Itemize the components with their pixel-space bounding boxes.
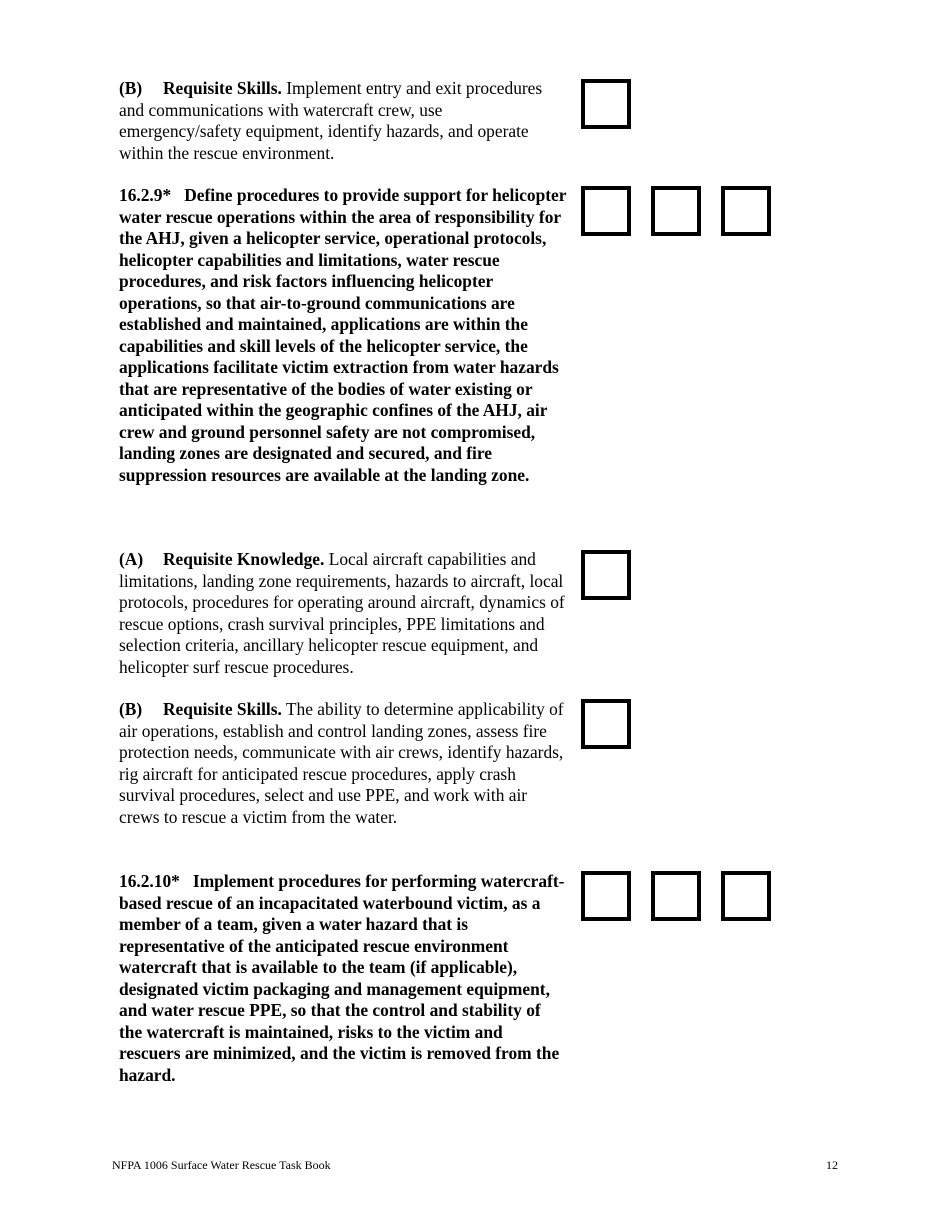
section-number: 16.2.9*	[119, 185, 172, 205]
signoff-checkbox-2[interactable]	[651, 186, 701, 236]
section-number: 16.2.10*	[119, 871, 180, 891]
signoff-checkbox-1[interactable]	[581, 871, 631, 921]
section-a-requisite-knowledge	[119, 549, 567, 678]
section-text: Define procedures to provide support for helicopter water rescue operations within the area of responsibility for the AHJ, given a helicopter service, operational protocols, helicopter capabilities and limitations, water rescue procedures, and risk factors influencing helicopter operations, so that air-to-ground communications are established and maintained, applications are within the capabilities and skill levels of the helicopter service, the applications facilitate victim extraction from water hazards that are representative of the bodies of water existing or anticipated within the geographic confines of the AHJ, air crew and ground personnel safety are not compromised, landing zones are designated and secured, and fire suppression resources are available at the landing zone.	[119, 185, 567, 485]
section-tag: (B)	[119, 78, 143, 98]
signoff-checkbox[interactable]	[581, 79, 631, 129]
section-16-2-10	[119, 871, 567, 1086]
signoff-checkbox[interactable]	[581, 550, 631, 600]
section-heading: Requisite Skills.	[163, 78, 282, 98]
signoff-checkbox-3[interactable]	[721, 871, 771, 921]
signoff-checkbox[interactable]	[581, 699, 631, 749]
section-text: The ability to determine applicability of air operations, establish and control landing zones, assess fire protection needs, communicate with air crews, identify hazards, rig aircraft for anticipated rescue procedures, apply crash survival procedures, select and use PPE, and work with air crews to rescue a victim from the water.	[119, 699, 564, 827]
section-b-requisite-skills-1	[119, 78, 567, 164]
section-text: Implement procedures for performing watercraft-based rescue of an incapacitated waterbound victim, as a member of a team, given a water hazard that is representative of the anticipated rescue environment watercraft that is available to the team (if applicable), designated victim packaging and management equipment, and water rescue PPE, so that the control and stability of the watercraft is maintained, risks to the victim and rescuers are minimized, and the victim is removed from the hazard.	[119, 871, 565, 1085]
section-text: Local aircraft capabilities and limitations, landing zone requirements, hazards to aircraft, local protocols, procedures for operating around aircraft, dynamics of rescue options, crash survival principles, PPE limitations and selection criteria, ancillary helicopter rescue equipment, and helicopter surf rescue procedures.	[119, 549, 565, 677]
footer-title: NFPA 1006 Surface Water Rescue Task Book	[112, 1158, 331, 1172]
section-text: Implement entry and exit procedures and communications with watercraft crew, use emergency/safety equipment, identify hazards, and operate within the rescue environment.	[119, 78, 543, 163]
signoff-checkbox-1[interactable]	[581, 186, 631, 236]
section-heading: Requisite Skills.	[163, 699, 282, 719]
section-tag: (A)	[119, 549, 144, 569]
signoff-checkbox-3[interactable]	[721, 186, 771, 236]
signoff-checkbox-2[interactable]	[651, 871, 701, 921]
section-16-2-9	[119, 185, 567, 486]
section-b-requisite-skills-2	[119, 699, 567, 828]
page-number: 12	[826, 1158, 838, 1172]
section-heading: Requisite Knowledge.	[163, 549, 325, 569]
section-tag: (B)	[119, 699, 143, 719]
